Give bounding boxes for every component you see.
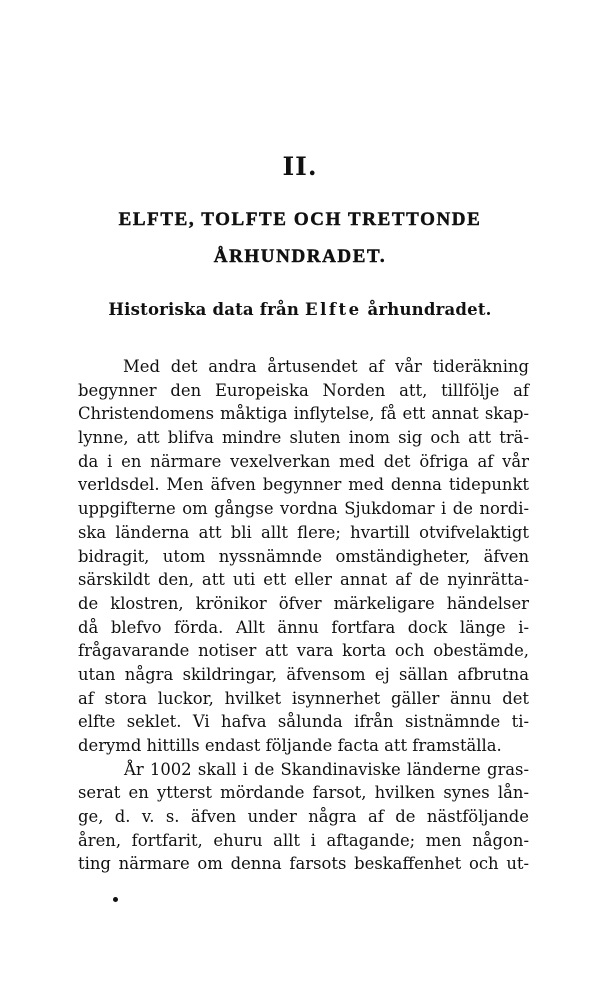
text-line: verldsdel. Men äfven begynner med denna tidepunkt xyxy=(78,475,529,495)
text-line: Med det andra årtusendet af vår tideräkning xyxy=(123,357,529,376)
text-line: särskildt den, att uti ett eller annat af de nyinrätta- xyxy=(78,570,529,590)
section-heading-spaced-word: Elfte xyxy=(305,300,362,319)
text-line: bidragit, utom nyssnämnde omständigheter, äfven xyxy=(78,546,529,566)
text-line: Christendomens måktiga inflytelse, få ett annat skap- xyxy=(78,404,529,424)
text-line: åren, fortfarit, ehuru allt i aftagande; men någon- xyxy=(78,830,529,850)
text-line: År 1002 skall i de Skandinaviske länderne gras- xyxy=(124,759,529,779)
chapter-number: II. xyxy=(282,152,318,181)
text-line: ting närmare om denna farsots beskaffenhet och ut- xyxy=(78,854,529,874)
chapter-title-line-1: ELFTE, TOLFTE OCH TRETTONDE xyxy=(118,209,482,230)
text-line: derymd hittills endast följande facta att framställa. xyxy=(78,736,502,755)
text-line: ge, d. v. s. äfven under några af de nästföljande xyxy=(78,807,529,827)
text-line: da i en närmare vexelverkan med det öfriga af vår xyxy=(78,451,529,471)
text-line: uppgifterne om gångse vordna Sjukdomar i de nordi- xyxy=(78,499,529,519)
section-heading-part-2: århundradet. xyxy=(361,300,492,319)
text-line: frågavarande notiser att vara korta och obestämde, xyxy=(78,641,529,661)
text-line: af stora luckor, hvilket isynnerhet gäller ännu det xyxy=(78,688,529,708)
text-line: de klostren, krönikor öfver märkeligare händelser xyxy=(78,593,529,613)
text-line: utan några skildringar, äfvensom ej sällan afbrutna xyxy=(78,664,529,684)
body-text xyxy=(78,355,529,876)
text-line: ska länderna att bli allt flere; hvartill otvifvelaktigt xyxy=(78,522,529,542)
text-line: lynne, att blifva mindre sluten inom sig och att trä- xyxy=(78,428,529,448)
section-heading-part-1: Historiska data från xyxy=(108,300,305,319)
text-line: då blefvo förda. Allt ännu fortfara dock länge i- xyxy=(78,617,529,637)
footnote-mark xyxy=(113,897,118,902)
chapter-title-line-2: ÅRHUNDRADET. xyxy=(213,246,387,267)
text-line: begynner den Europeiska Norden att, tillfölje af xyxy=(78,380,529,400)
section-heading xyxy=(0,300,600,319)
text-line: elfte seklet. Vi hafva sålunda ifrån sistnämnde ti- xyxy=(78,712,529,732)
text-line: serat en ytterst mördande farsot, hvilken synes lån- xyxy=(78,783,529,803)
